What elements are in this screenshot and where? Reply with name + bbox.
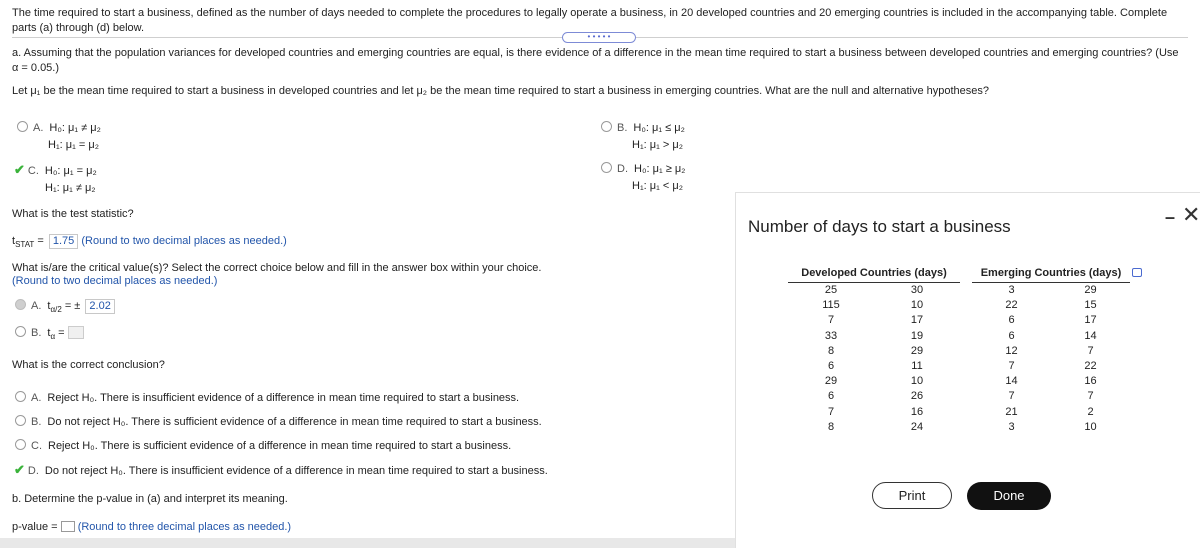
conclusion-option-d[interactable]: ✔ D. Do not reject H₀. There is insufficient evidence of a difference in mean time required to start a business. xyxy=(14,462,548,477)
conclusion-option-b[interactable]: B. Do not reject H₀. There is sufficient evidence of a difference in mean time required to start a business. xyxy=(15,415,542,428)
table-cell: 6 xyxy=(1008,314,1015,327)
critical-value-input-b[interactable] xyxy=(68,326,84,339)
table-cell: 16 xyxy=(1084,375,1097,388)
table-row xyxy=(788,298,1130,313)
table-row xyxy=(788,374,1130,389)
table-row xyxy=(788,404,1130,419)
test-stat-answer: $t_{STAT} = 1.75$ (Round to two decimal places as needed.) xyxy=(12,235,287,250)
table-cell: 19 xyxy=(910,329,924,342)
table-cell: 11 xyxy=(911,360,923,373)
table-cell: 15 xyxy=(1084,299,1097,312)
part-b-question: b. Determine the p-value in (a) and interpret its meaning. xyxy=(12,493,288,505)
table-cell: 115 xyxy=(822,299,840,312)
table-cell: 26 xyxy=(910,390,924,403)
hypothesis-option-a[interactable]: A. H₀: μ₁ ≠ μ₂ H₁: μ₁ = μ₂ xyxy=(17,120,101,154)
table-cell: 22 xyxy=(1084,360,1097,373)
table-row xyxy=(788,358,1130,373)
radio-icon[interactable] xyxy=(17,121,28,132)
table-cell: 7 xyxy=(1008,390,1015,403)
table-cell: 29 xyxy=(910,344,924,357)
table-row xyxy=(788,283,1130,298)
print-button[interactable]: Print xyxy=(872,482,952,509)
table-cell: 17 xyxy=(910,314,924,327)
popup-title: Number of days to start a business xyxy=(748,217,1011,236)
table-row xyxy=(788,419,1130,434)
table-cell: 7 xyxy=(1087,390,1094,403)
table-cell: 25 xyxy=(824,284,838,297)
table-cell: 8 xyxy=(827,344,835,357)
data-table-popup xyxy=(735,192,1200,548)
close-icon[interactable]: ✕ xyxy=(1182,202,1200,227)
critical-value-question: What is/are the critical value(s)? Select the correct choice below and fill in the answer box within your choice. xyxy=(12,262,542,274)
table-cell: 14 xyxy=(1005,375,1018,388)
table-cell: 6 xyxy=(1008,329,1015,342)
radio-icon[interactable] xyxy=(15,299,26,310)
table-cell: 7 xyxy=(827,405,835,418)
table-row xyxy=(788,313,1130,328)
pvalue-row: p-value = (Round to three decimal places as needed.) xyxy=(12,521,292,533)
table-cell: 24 xyxy=(910,420,924,433)
conclusion-question: What is the correct conclusion? xyxy=(12,359,165,371)
table-cell: 6 xyxy=(827,360,835,373)
header-developed: Developed Countries (days) xyxy=(788,265,960,283)
data-table xyxy=(788,265,1130,434)
radio-icon[interactable] xyxy=(15,326,26,337)
table-cell: 29 xyxy=(824,375,838,388)
radio-icon[interactable] xyxy=(15,391,26,402)
problem-intro: The time required to start a business, defined as the number of days needed to complete the procedures to legally operate a business, in 20 developed countries and 20 emerging countries is included in the accompanying table. Complete parts (a) through (d) below. xyxy=(12,7,1168,34)
header-emerging: Emerging Countries (days) xyxy=(972,265,1130,283)
hypothesis-option-c[interactable]: ✔ C. H₀: μ₁ = μ₂ H₁: μ₁ ≠ μ₂ xyxy=(14,162,97,194)
critical-option-a[interactable]: A. $t_{\alpha/2}$ = ± 2.02 xyxy=(15,299,115,314)
checkmark-icon: ✔ xyxy=(14,462,25,477)
radio-icon[interactable] xyxy=(601,162,612,173)
table-cell: 6 xyxy=(827,390,835,403)
pvalue-input[interactable] xyxy=(61,521,75,532)
table-row xyxy=(788,389,1130,404)
hypothesis-option-b[interactable]: B. H₀: μ₁ ≤ μ₂ H₁: μ₁ > μ₂ xyxy=(601,120,685,154)
part-a-question: a. Assuming that the population variances for developed countries and emerging countries are equal, is there evidence of a difference in the mean time required to start a business between developed countries and emerging countries? (Use α = 0.05.) xyxy=(12,47,1179,74)
minimize-icon[interactable]: – xyxy=(1165,207,1176,227)
table-cell: 16 xyxy=(910,405,924,418)
test-stat-input[interactable]: 1.75 xyxy=(49,234,78,249)
table-cell: 29 xyxy=(1084,284,1097,297)
expand-button[interactable]: • • • • • xyxy=(562,32,636,43)
radio-icon[interactable] xyxy=(15,415,26,426)
table-cell: 14 xyxy=(1084,329,1097,342)
checkmark-icon: ✔ xyxy=(14,162,25,177)
table-cell: 21 xyxy=(1005,405,1018,418)
critical-option-b[interactable]: B. $t_\alpha$ = xyxy=(15,326,84,341)
table-cell: 3 xyxy=(1008,284,1015,297)
table-row xyxy=(788,328,1130,343)
critical-value-input[interactable]: 2.02 xyxy=(85,299,114,314)
table-cell: 10 xyxy=(910,299,924,312)
critical-value-note: (Round to two decimal places as needed.) xyxy=(12,275,218,287)
done-button[interactable]: Done xyxy=(967,482,1051,510)
table-cell: 7 xyxy=(1008,360,1015,373)
conclusion-option-a[interactable]: A. Reject H₀. There is insufficient evidence of a difference in mean time required to start a business. xyxy=(15,391,519,404)
hypothesis-option-d[interactable]: D. H₀: μ₁ ≥ μ₂ H₁: μ₁ < μ₂ xyxy=(601,161,685,195)
hypothesis-prompt: Let μ₁ be the mean time required to start a business in developed countries and let μ₂ be the mean time required to start a business in emerging countries. What are the null and alternative hypotheses? xyxy=(12,85,989,97)
table-cell: 22 xyxy=(1005,299,1018,312)
table-cell: 8 xyxy=(827,420,835,433)
test-stat-question: What is the test statistic? xyxy=(12,208,134,220)
copy-icon[interactable] xyxy=(1132,268,1142,277)
conclusion-option-c[interactable]: C. Reject H₀. There is sufficient evidence of a difference in mean time required to start a business. xyxy=(15,439,511,452)
table-cell: 7 xyxy=(827,314,835,327)
table-cell: 17 xyxy=(1084,314,1097,327)
table-cell: 33 xyxy=(824,329,838,342)
table-cell: 2 xyxy=(1087,405,1094,418)
table-cell: 10 xyxy=(1084,420,1097,433)
radio-icon[interactable] xyxy=(601,121,612,132)
table-row xyxy=(788,343,1130,358)
table-cell: 3 xyxy=(1008,420,1015,433)
table-cell: 7 xyxy=(1087,344,1094,357)
table-cell: 30 xyxy=(910,284,924,297)
radio-icon[interactable] xyxy=(15,439,26,450)
table-cell: 10 xyxy=(910,375,924,388)
table-cell: 12 xyxy=(1005,344,1018,357)
